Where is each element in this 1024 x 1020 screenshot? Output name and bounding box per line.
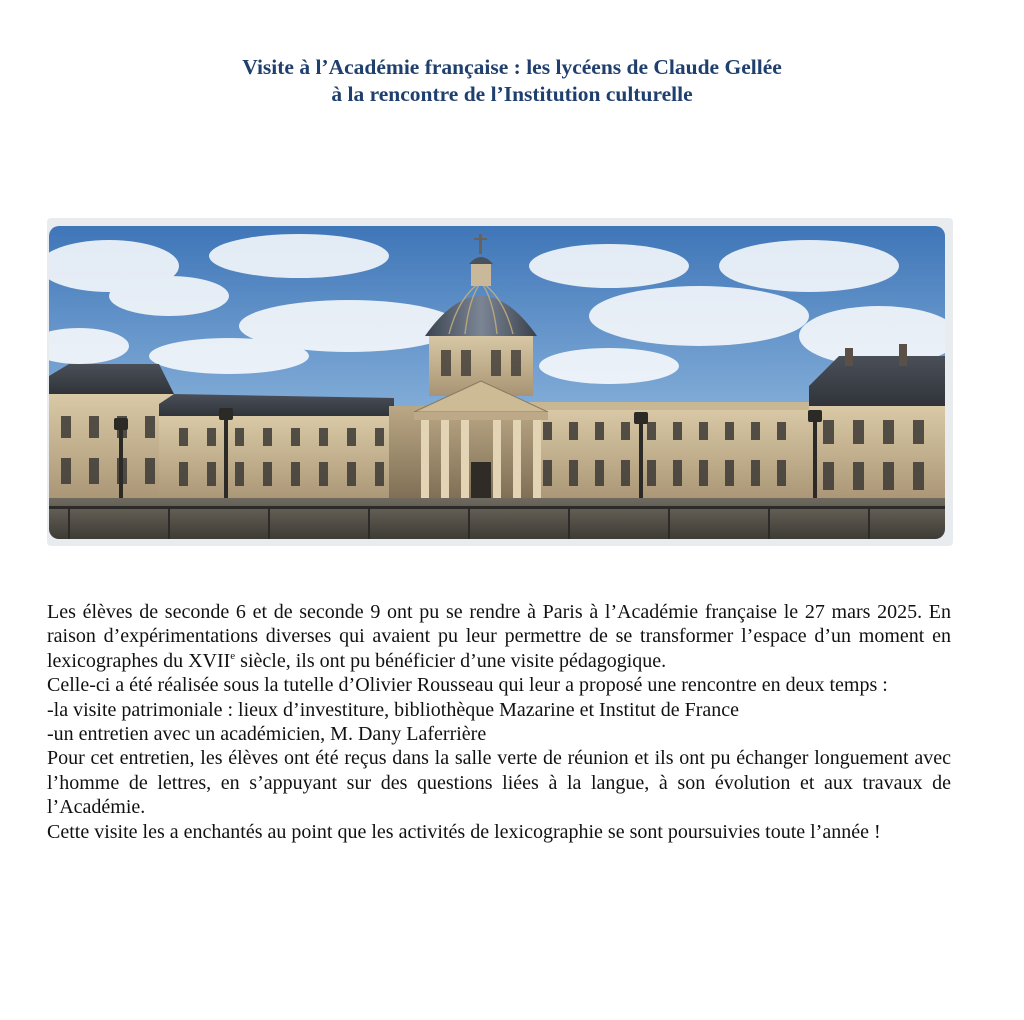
article-title-line-2: à la rencontre de l’Institution culturelle	[331, 82, 693, 106]
paragraph-visit-intro: Les élèves de seconde 6 et de seconde 9 ont pu se rendre à Paris à l’Académie française le 27 mars 2025. En raison d’expérimentations diverses qui avaient pu leur permettre de se transformer l’espace d’un moment en lexicographes du XVIIe siècle, ils ont pu bénéficier d’une visite pédagogique.	[47, 601, 951, 672]
paragraph-guide: Celle-ci a été réalisée sous la tutelle d’Olivier Rousseau qui leur a proposé une rencontre en deux temps :	[47, 674, 888, 697]
paragraph-heritage-visit: -la visite patrimoniale : lieux d’investiture, bibliothèque Mazarine et Institut de France	[47, 698, 740, 721]
institut-de-france-photo	[49, 226, 945, 539]
paragraph-green-room: Pour cet entretien, les élèves ont été reçus dans la salle verte de réunion et ils ont pu échanger longuement avec l’homme de lettres, en s’appuyant sur des questions liées à la langue, à son évolution et aux travaux de l’Académie.	[47, 747, 951, 819]
article-title-line-1: Visite à l’Académie française : les lycéens de Claude Gellée	[242, 55, 782, 79]
paragraph-conclusion: Cette visite les a enchantés au point que les activités de lexicographie se sont poursuivies toute l’année !	[47, 820, 881, 843]
article-body	[47, 600, 951, 844]
paragraph-interview: -un entretien avec un académicien, M. Dany Laferrière	[47, 723, 487, 746]
article-title	[0, 54, 1024, 108]
century-superscript: e	[230, 649, 236, 662]
